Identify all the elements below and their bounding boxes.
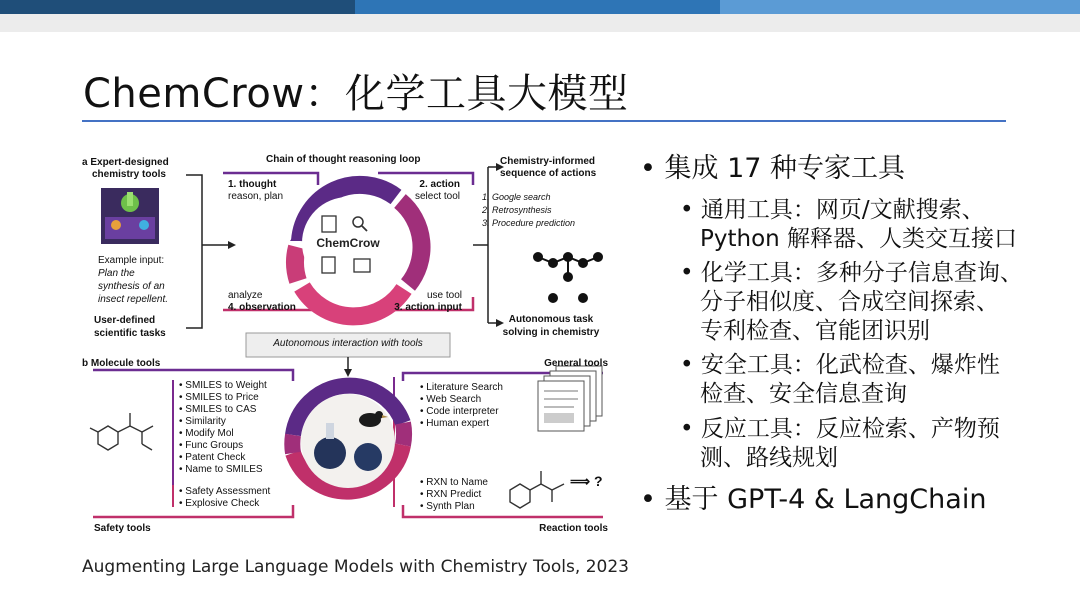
bullet-level1: • 集成 17 种专家工具 [640, 153, 906, 184]
molecule-tool-item: • Name to SMILES [179, 464, 263, 475]
step3-sub: use tool [426, 290, 462, 301]
step4-sub: analyze [228, 290, 263, 301]
bullet-level2: • 反应工具：反应检索、产物预 [680, 416, 1000, 442]
bullet-level2: • 化学工具：多种分子信息查询、 [680, 260, 1023, 286]
bullet-dot-icon: • [680, 352, 694, 378]
reaction-arrow-label: ⟹ ? [570, 473, 603, 489]
chemcrow-center-label: ChemCrow [316, 236, 380, 250]
reaction-tool-item: • Synth Plan [420, 501, 475, 512]
bullet-level1: • 基于 GPT-4 & LangChain [640, 484, 987, 515]
step4-title: 4. observation [228, 302, 296, 313]
expert-tools-title: chemistry tools [92, 169, 166, 180]
bullet-dot-icon: • [680, 416, 694, 442]
step1-sub: reason, plan [228, 191, 284, 202]
example-input-line: insect repellent. [98, 294, 169, 305]
loop-title: Chain of thought reasoning loop [266, 154, 421, 165]
bullet-level2-cont: 检查、安全信息查询 [700, 381, 907, 407]
reaction-tool-item: • RXN Predict [420, 489, 482, 500]
reaction-tool-item: • RXN to Name [420, 477, 488, 488]
arrow-down-icon [344, 369, 352, 377]
reaction-tools-list [420, 477, 488, 513]
top-gray-band [0, 14, 1080, 32]
molecule-tool-item: • Modify Mol [179, 428, 234, 439]
bullet-dot-icon: • [640, 484, 656, 515]
molecule-tool-item: • Func Groups [179, 440, 244, 451]
informed-title: Chemistry-informed [500, 156, 596, 167]
bullet-level2: • 通用工具：网页/文献搜索、 [680, 197, 985, 223]
general-tool-item: • Code interpreter [420, 406, 499, 417]
sequence-item: 1. Google search [482, 192, 551, 202]
bullet-level2: • 安全工具：化武检查、爆炸性 [680, 352, 1000, 378]
molecule-tool-item: • SMILES to Price [179, 392, 259, 403]
loop-ring-left [295, 247, 298, 281]
chemcrow-figure [78, 145, 618, 545]
step1-title: 1. thought [228, 179, 277, 190]
bullet-level2-cont: 分子相似度、合成空间探索、 [700, 289, 999, 315]
molecule-structure-reaction [510, 471, 564, 508]
flask-icon [314, 437, 346, 469]
safety-tool-item: • Explosive Check [179, 498, 260, 509]
informed-title: sequence of actions [500, 168, 597, 179]
example-input-line: Plan the [98, 268, 135, 279]
bullet-dot-icon: • [680, 197, 694, 223]
general-tool-item: • Human expert [420, 418, 490, 429]
slide-title: ChemCrow：化学工具大模型 [83, 71, 629, 117]
autonomous-task-label: solving in chemistry [502, 327, 600, 338]
example-input-label: Example input: [98, 255, 165, 266]
molecule-tool-item: • SMILES to Weight [179, 380, 267, 391]
flask-icon-2 [354, 443, 382, 471]
bullet-dot-icon: • [640, 153, 656, 184]
bullet-level2-cont: Python 解释器、人类交互接口 [700, 226, 1018, 252]
top-color-bar [0, 0, 1080, 14]
panel-a-label: a Expert-designed [82, 157, 169, 168]
arrow-head-input [228, 241, 236, 249]
general-tool-item: • Literature Search [420, 382, 503, 393]
tools-center-illustration [301, 394, 395, 488]
autonomous-interaction-label: Autonomous interaction with tools [273, 338, 423, 349]
step2-sub: select tool [414, 191, 460, 202]
figure-caption: Augmenting Large Language Models with Chemistry Tools, 2023 [82, 557, 629, 577]
title-underline [82, 120, 1006, 122]
documents-icon [538, 366, 602, 431]
general-tools-title: General tools [544, 358, 608, 369]
step2-title: 2. action [419, 179, 460, 190]
input-bracket [186, 175, 202, 328]
general-tool-item: • Web Search [420, 394, 482, 405]
user-defined-label: scientific tasks [94, 328, 166, 339]
example-input-line: synthesis of an [98, 281, 165, 292]
molecule-tool-item: • Similarity [179, 416, 226, 427]
sequence-item: 2. Retrosynthesis [482, 205, 552, 215]
sequence-item: 3. Procedure prediction [482, 218, 576, 228]
step3-title: 3. action input [394, 302, 462, 313]
general-tools-list [420, 382, 503, 430]
safety-tools-title: Safety tools [94, 523, 151, 534]
safety-tools-list [179, 486, 270, 510]
molecule-graph-icon [533, 252, 603, 303]
safety-tool-item: • Safety Assessment [179, 486, 271, 497]
bullet-dot-icon: • [680, 260, 694, 286]
molecule-tool-item: • Patent Check [179, 452, 246, 463]
molecule-structure-deet [90, 413, 153, 450]
molecule-tools-list [179, 380, 267, 476]
reaction-tools-title: Reaction tools [539, 523, 608, 534]
bullet-level2-cont: 专利检查、官能团识别 [700, 318, 930, 344]
autonomous-task-label: Autonomous task [508, 314, 594, 325]
loop-ring-right [400, 201, 422, 285]
molecule-tool-item: • SMILES to CAS [179, 404, 257, 415]
bullet-level2-cont: 测、路线规划 [700, 445, 838, 471]
panel-b-label: b Molecule tools [82, 358, 161, 369]
user-defined-label: User-defined [94, 315, 156, 326]
